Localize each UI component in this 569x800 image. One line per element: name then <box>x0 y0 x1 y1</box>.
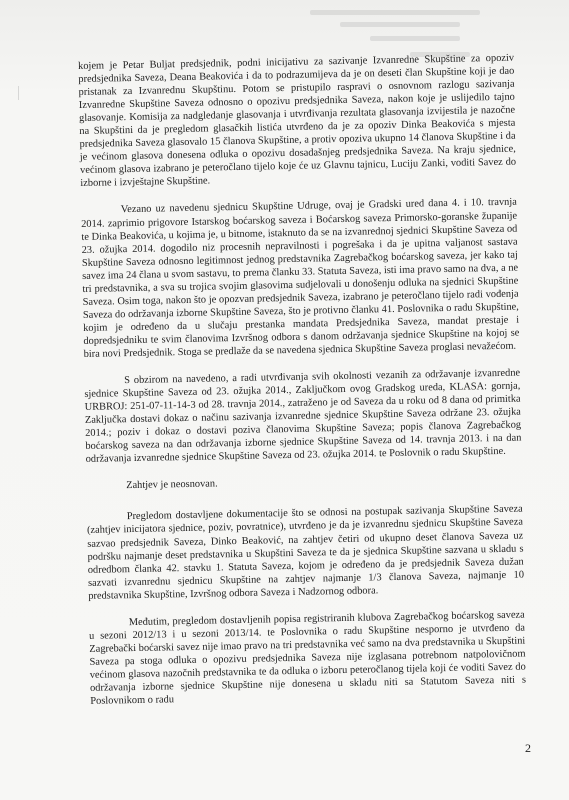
paragraph-4: Zahtjev je neosnovan. <box>126 478 218 492</box>
paragraph-2: Vezano uz navedenu sjednicu Skupštine Udruge, ovaj je Gradski ured dana 4. i 10. travnja 2014. zaprimio prigovore Istarskog boćarskog saveza i Boćarskog saveza Primorsko-goranske županije te Dinka Beakovića, u kojima je, u bitnome, istaknuto da se na izvanrednoj sjednici Skupštine Saveza od 23. ožujka 2014. dogodilo niz procesnih nepravilnosti i pogrešaka i da je upitna valjanost sastava Skupštine Saveza odnosno legitimnost jednog predstavnika Zagrebačkog boćarskog saveza, jer kako taj savez ima 24 člana u svom sastavu, to prema članku 33. Statuta Saveza, isti ima pravo samo na dva, a ne tri predstavnika, a sva su trojica svojim glasovima sudjelovali u donošenju odluka na sjednici Skupštine Saveza. Osim toga, nakon što je opozvan predsjednik Saveza, izabrano je peteročlano tijelo radi vođenja Saveza do održavanja izborne Skupštine Saveza, što je protivno članku 41. Poslovnika o radu Skupštine, kojim je određeno da u slučaju prestanka mandata Predsjednika Saveza, mandat prestaje i dopredsjedniku te svim članovima Izvršnog odbora s danom održavanja sjednice Skupštine na kojoj se bira novi Predsjednik. Stoga se predlaže da se navedena sjednica Skupštine Saveza proglasi nevažećom. <box>81 197 520 360</box>
paragraph-3: S obzirom na navedeno, a radi utvrđivanja svih okolnosti vezanih za održavanje izvanredne sjednice Skupštine Saveza od 23. ožujka 2014., Zaključkom ovog Gradskog ureda, KLASA: gornja, URBROJ: 251-07-11-14-3 od 28. travnja 2014., zatraženo je od Saveza da u roku od 8 dana od primitka Zaključka dostavi dokaz o načinu sazivanja izvanredne sjednice Skupštine Saveza održane 23. ožujka 2014.; poziv i dokaz o dostavi poziva članovima Skupštine Saveza; popis članova Zagrebačkog boćarskog saveza na dan održavanja izborne sjednice Skupštine Saveza od 14. travnja 2013. i na dan održavanja izvanredne sjednice Skupštine Saveza od 23. ožujka 2014. te Poslovnik o radu Skupštine. <box>84 367 522 466</box>
document-body <box>78 52 527 722</box>
margin-mark <box>18 86 29 100</box>
paragraph-1: kojem je Petar Buljat predsjednik, podni inicijativu za sazivanje Izvanredne Skupštine za opoziv predsjednika Saveza, Deana Beakovića i da to podrazumijeva da je on deseti član Skupštine koji je dao pristanak za Izvanrednu Skupštinu. Potom se pristupilo raspravi o osnovnom razlogu sazivanja Izvanredne Skupštine Saveza odnosno o opozivu predsjednika Saveza, nakon koje je uslijedilo tajno glasovanje. Komisija za nadgledanje glasovanja i utvrđivanja rezultata glasovanja izvijestila je nazočne na Skupštini da je pregledom glasačkih listića utvrđeno da je za opoziv Dinka Beakovića s mjesta predsjednika Saveza glasovalo 15 članova Skupštine, a protiv opoziva ukupno 14 članova Skupštine i da je većinom glasova donesena odluka o opozivu dosadašnjeg predsjednika Saveza. Na kraju sjednice, većinom glasova izabrano je peteročlano tijelo koje će uz Glavnu tajnicu, Luciju Zanki, voditi Savez do izborne i izvještajne Skupštine. <box>78 52 517 190</box>
page-number: 2 <box>525 741 531 755</box>
paragraph-6: Međutim, pregledom dostavljenih popisa registriranih klubova Zagrebačkog boćarskog saveza u sezoni 2012/13 i u sezoni 2013/14. te Poslovnika o radu Skupštine nesporno je utvrđeno da Zagrebački boćarski savez nije imao pravo na tri predstavnika već samo na dva predstavnika u Skupštini Saveza pa stoga odluka o opozivu predsjednika Saveza nije izglasana potrebnom natpolovičnom većinom glasova nazočnih predstavnika te da odluka o izboru peteročlanog tijela koji će voditi Savez do održavanja izborne sjednice Skupštine nije donesena u skladu niti sa Statutom Saveza niti s Poslovnikom o radu <box>88 609 527 707</box>
paragraph-5: Pregledom dostavljene dokumentacije što se odnosi na postupak sazivanja Skupštine Saveza (zahtjev inicijatora sjednice, poziv, povratnice), utvrđeno je da je izvanrednu sjednicu Skupštine Saveza sazvao predsjednik Saveza, Dinko Beaković, na zahtjev četiri od ukupno deset članova Saveza uz podršku najmanje deset predstavnika u Skupštini Saveza te da je sjednica Skupštine sazvana u skladu s odredbom članka 42. stavku 1. Statuta Saveza, kojom je određeno da je predsjednik Saveza dužan sazvati izvanrednu sjednicu Skupštine na zahtjev najmanje 1/3 članova Saveza, najmanje 10 predstavnika Skupštine, Izvršnog odbora Saveza i Nadzornog odbora. <box>86 503 525 602</box>
